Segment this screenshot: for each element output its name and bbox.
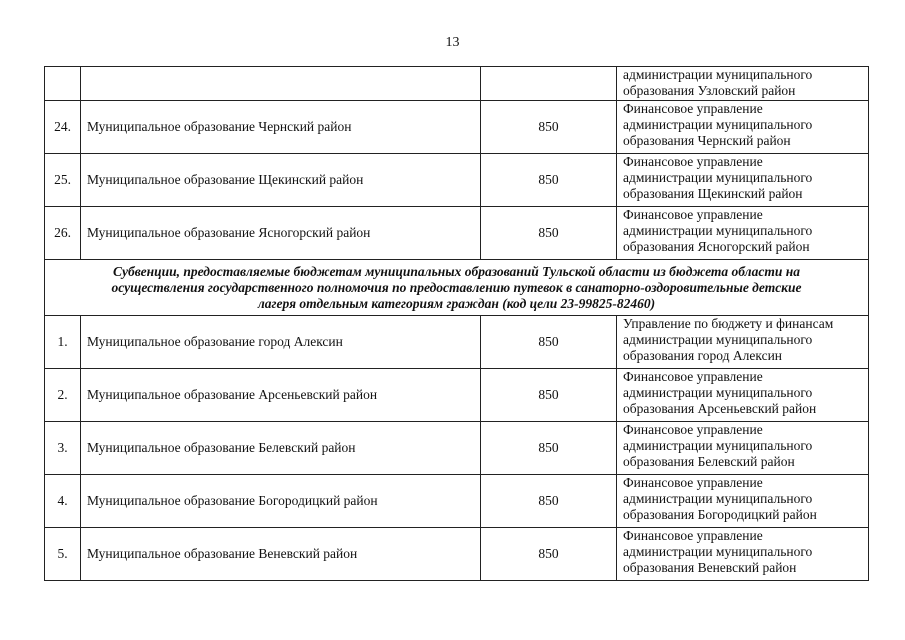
administrator-line: Финансовое управление <box>623 369 763 384</box>
table-row <box>45 422 869 475</box>
municipality-name: Муниципальное образование Чернский район <box>81 101 481 154</box>
administrator-line: образования Ясногорский район <box>623 239 810 254</box>
table-row-continuation <box>45 67 869 101</box>
municipality-name: Муниципальное образование Ясногорский район <box>81 207 481 260</box>
administrator-line: администрации муниципального <box>623 67 813 82</box>
administrator-line: администрации муниципального <box>623 385 813 400</box>
administrator-line: Управление по бюджету и финансам <box>623 316 834 331</box>
administrator-line: Финансовое управление <box>623 101 763 116</box>
administrator-line: администрации муниципального <box>623 223 813 238</box>
section-heading-line: Субвенции, предоставляемые бюджетам муниципальных образований Тульской области из бюджета области на <box>113 263 800 279</box>
municipality-name: Муниципальное образование Веневский район <box>81 528 481 581</box>
administrator-line: образования Арсеньевский район <box>623 401 817 416</box>
row-number: 2. <box>45 369 81 422</box>
administrator-line: Финансовое управление <box>623 154 763 169</box>
row-number: 3. <box>45 422 81 475</box>
administrator-line: администрации муниципального <box>623 170 813 185</box>
row-number: 5. <box>45 528 81 581</box>
municipal-subsidy-table <box>44 66 869 581</box>
administrator-line: образования Веневский район <box>623 560 797 575</box>
municipality-name: Муниципальное образование Белевский район <box>81 422 481 475</box>
budget-code: 850 <box>481 528 617 581</box>
table-row <box>45 475 869 528</box>
administrator-line: образования Узловский район <box>623 83 796 98</box>
administrator-line: образования Белевский район <box>623 454 795 469</box>
municipality-name: Муниципальное образование Богородицкий район <box>81 475 481 528</box>
budget-code: 850 <box>481 475 617 528</box>
row-number: 24. <box>45 101 81 154</box>
section-heading <box>45 260 869 316</box>
page-number: 13 <box>445 35 460 50</box>
table-row <box>45 528 869 581</box>
budget-code: 850 <box>481 316 617 369</box>
administrator-line: администрации муниципального <box>623 544 813 559</box>
administrator-name <box>617 316 869 369</box>
budget-code: 850 <box>481 101 617 154</box>
administrator-line: образования Щекинский район <box>623 186 803 201</box>
row-number: 4. <box>45 475 81 528</box>
administrator-name <box>617 475 869 528</box>
budget-code: 850 <box>481 422 617 475</box>
municipality-name <box>81 67 481 101</box>
administrator-line: администрации муниципального <box>623 332 813 347</box>
table-row <box>45 369 869 422</box>
municipality-name: Муниципальное образование город Алексин <box>81 316 481 369</box>
administrator-line: Финансовое управление <box>623 422 763 437</box>
administrator-name <box>617 422 869 475</box>
administrator-name <box>617 154 869 207</box>
administrator-line: Финансовое управление <box>623 528 763 543</box>
row-number: 25. <box>45 154 81 207</box>
budget-code <box>481 67 617 101</box>
budget-code: 850 <box>481 369 617 422</box>
administrator-line: образования Богородицкий район <box>623 507 817 522</box>
administrator-name <box>617 528 869 581</box>
administrator-line: образования Чернский район <box>623 133 791 148</box>
municipality-name: Муниципальное образование Щекинский район <box>81 154 481 207</box>
administrator-line: образования город Алексин <box>623 348 783 363</box>
administrator-line: администрации муниципального <box>623 117 813 132</box>
row-number <box>45 67 81 101</box>
table-row <box>45 101 869 154</box>
administrator-line: администрации муниципального <box>623 491 813 506</box>
table-row <box>45 154 869 207</box>
table-row <box>45 207 869 260</box>
administrator-name <box>617 369 869 422</box>
administrator-name <box>617 67 869 101</box>
administrator-name <box>617 207 869 260</box>
administrator-name <box>617 101 869 154</box>
row-number: 1. <box>45 316 81 369</box>
table-row <box>45 316 869 369</box>
administrator-line: администрации муниципального <box>623 438 813 453</box>
municipality-name: Муниципальное образование Арсеньевский район <box>81 369 481 422</box>
section-heading-line: лагеря отдельным категориям граждан (код цели 23-99825-82460) <box>257 295 656 311</box>
section-heading-line: осуществления государственного полномочия по предоставлению путевок в санаторно-оздоровительные детские <box>111 279 802 295</box>
section-heading-row <box>45 260 869 316</box>
administrator-line: Финансовое управление <box>623 207 763 222</box>
row-number: 26. <box>45 207 81 260</box>
budget-code: 850 <box>481 207 617 260</box>
budget-code: 850 <box>481 154 617 207</box>
administrator-line: Финансовое управление <box>623 475 763 490</box>
